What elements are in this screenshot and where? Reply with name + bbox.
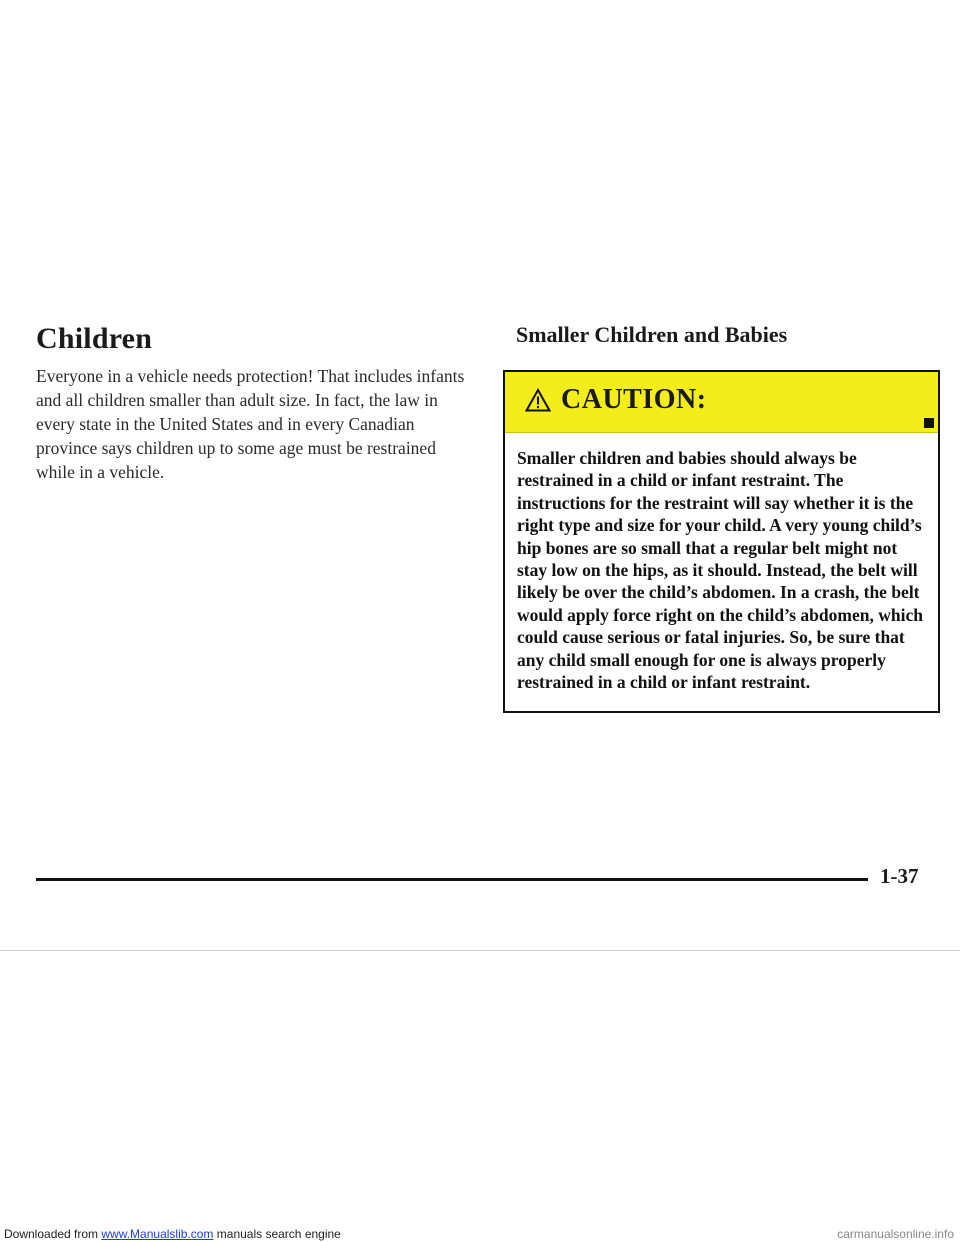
footer-attribution — [4, 1226, 341, 1242]
left-column — [36, 322, 478, 484]
caution-box — [503, 370, 940, 713]
footer-prefix: Downloaded from — [4, 1227, 102, 1241]
footer-divider — [0, 950, 960, 951]
right-column — [503, 322, 940, 713]
page-rule — [36, 878, 868, 881]
caution-text: Smaller children and babies should always be restrained in a child or infant restraint. The instructions for the restraint will say whether it is the right type and size for your child. A very young child’s hip bones are so small that a regular belt might not stay low on the hips, as it should. Instead, the belt will likely be over the child’s abdomen. In a crash, the belt would apply force right on the child’s abdomen, which could cause serious or fatal injuries. So, be sure that any child small enough for one is always properly restrained in a child or infant restraint. — [517, 448, 923, 693]
caution-title: CAUTION: — [561, 384, 707, 415]
children-paragraph: Everyone in a vehicle needs protection! That includes infants and all children smaller than adult size. In fact, the law in every state in the United States and in every Canadian province says children up to some age must be restrained while in a vehicle. — [36, 366, 465, 482]
page-number: 1-37 — [880, 864, 919, 888]
section-heading-children: Children — [36, 322, 153, 355]
footer-watermark: carmanualsonline.info — [837, 1227, 954, 1241]
footer-suffix: manuals search engine — [213, 1227, 341, 1241]
caution-header — [505, 372, 938, 433]
section-heading-smaller-children: Smaller Children and Babies — [516, 322, 788, 347]
warning-triangle-icon — [525, 388, 551, 412]
footer-bar — [0, 1226, 960, 1242]
end-marker-square — [924, 418, 934, 428]
manualslib-link[interactable]: www.Manualslib.com — [101, 1227, 214, 1241]
